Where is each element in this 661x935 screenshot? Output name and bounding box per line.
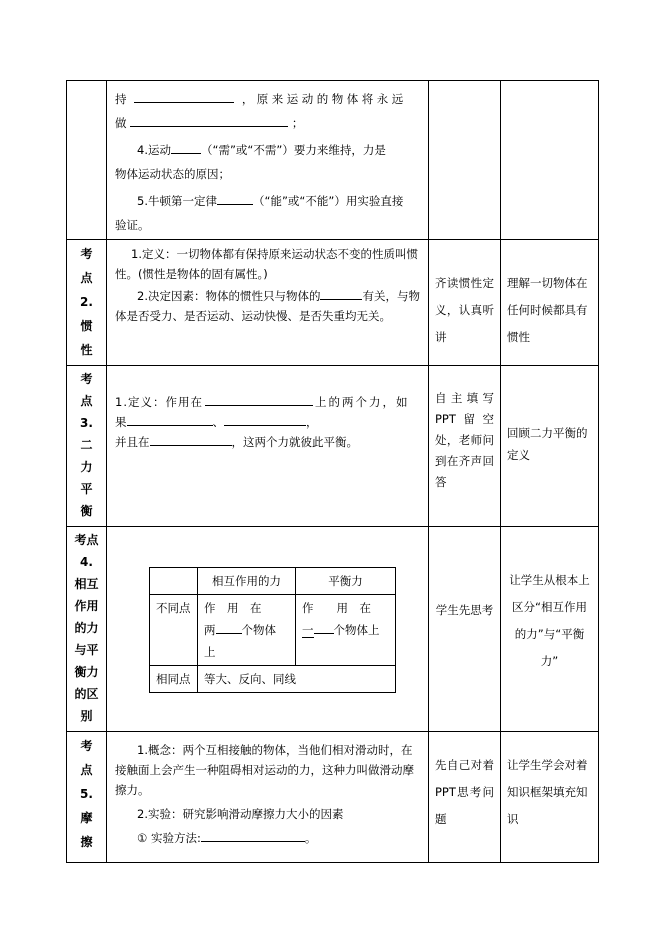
definition-text: 1.定义：一切物体都有保持原来运动状态不变的性质叫惯性。(惯性是物体的固有属性。) bbox=[115, 247, 418, 281]
activity-text: 自主填写PPT留空处，老师问到在齐声回答 bbox=[435, 391, 494, 489]
topic-label-cell bbox=[67, 240, 107, 366]
content-cell bbox=[107, 366, 429, 527]
table-cell bbox=[198, 595, 296, 666]
fill-blank bbox=[205, 392, 313, 406]
content-cell bbox=[107, 732, 429, 863]
topic-label: 作用 bbox=[74, 599, 99, 613]
fill-blank bbox=[217, 191, 253, 205]
activity-cell bbox=[429, 240, 501, 366]
table-cell bbox=[150, 568, 198, 595]
goal-text: 让学生学会对着知识框架填充知识 bbox=[507, 758, 588, 826]
topic-label: 相互 bbox=[74, 577, 99, 591]
topic-label: 衡力 bbox=[74, 665, 99, 679]
topic-label: 平 bbox=[80, 482, 93, 496]
topic-label: 考 bbox=[80, 372, 93, 386]
topic-label: 摩 bbox=[80, 811, 93, 825]
fill-blank bbox=[216, 620, 242, 634]
topic-label: 2. bbox=[80, 295, 93, 309]
topic-label: 力 bbox=[80, 460, 93, 474]
text-line: 5.牛顿第一定律 bbox=[137, 194, 217, 208]
topic-label: 点 bbox=[80, 271, 93, 285]
topic-label: 衡 bbox=[80, 504, 93, 518]
text-line: 做 bbox=[115, 116, 127, 130]
goal-cell bbox=[501, 732, 599, 863]
text-line: ① 实验方法: bbox=[137, 831, 201, 845]
topic-label-cell bbox=[67, 527, 107, 732]
goal-text: 理解一切物体在任何时候都具有惯性 bbox=[507, 276, 588, 344]
text-line: 验证。 bbox=[115, 218, 150, 232]
topic-label-cell bbox=[67, 81, 107, 240]
cell-text: 个物体 bbox=[241, 623, 276, 637]
column-header: 平衡力 bbox=[296, 568, 396, 595]
text-line: 、 bbox=[212, 415, 224, 429]
fill-blank bbox=[201, 828, 305, 842]
fill-blank bbox=[130, 113, 288, 127]
topic-label: 考点 bbox=[74, 533, 99, 547]
table-row bbox=[67, 81, 599, 240]
activity-text: 学生先思考 bbox=[435, 603, 494, 617]
text-line: （“能”或“不能”）用实验直接 bbox=[252, 194, 404, 208]
comparison-table bbox=[149, 567, 396, 693]
text-line: 持 bbox=[115, 92, 127, 106]
text-line: （“需”或“不需”）要力来维持，力是 bbox=[200, 143, 386, 157]
activity-cell bbox=[429, 527, 501, 732]
topic-label: 的力 bbox=[74, 621, 99, 635]
cell-text: 作 用 在 bbox=[204, 601, 262, 615]
goal-text: 回顾二力平衡的定义 bbox=[507, 426, 588, 462]
goal-cell bbox=[501, 527, 599, 732]
activity-text: 齐读惯性定义，认真听讲 bbox=[435, 276, 494, 344]
topic-label-cell bbox=[67, 732, 107, 863]
topic-label: 考 bbox=[80, 739, 93, 753]
text-line: ，原来运动的物体将永远 bbox=[241, 92, 407, 106]
activity-cell bbox=[429, 81, 501, 240]
topic-label: 的区 bbox=[74, 687, 99, 701]
cell-text: 一 bbox=[302, 623, 314, 637]
topic-label: 3. bbox=[80, 416, 93, 430]
text-line: 。 bbox=[304, 831, 317, 845]
fill-blank bbox=[127, 412, 213, 426]
text-line: 上的两个力，如 bbox=[314, 395, 410, 409]
lesson-plan-table bbox=[66, 80, 599, 863]
topic-label: 二 bbox=[80, 438, 93, 452]
row-header: 相同点 bbox=[150, 666, 198, 693]
fill-blank bbox=[320, 286, 362, 300]
content-cell bbox=[107, 527, 429, 732]
topic-label: 点 bbox=[80, 394, 93, 408]
topic-label: 5. bbox=[80, 787, 93, 801]
topic-label: 点 bbox=[80, 763, 93, 777]
topic-label-cell bbox=[67, 366, 107, 527]
table-row bbox=[67, 527, 599, 732]
table-cell bbox=[296, 595, 396, 666]
activity-text: 先自己对着 PPT思考问题 bbox=[435, 758, 494, 826]
content-cell bbox=[107, 81, 429, 240]
goal-cell bbox=[501, 240, 599, 366]
goal-cell bbox=[501, 366, 599, 527]
text-line: ； bbox=[291, 116, 304, 130]
fill-blank bbox=[134, 89, 234, 103]
topic-label: 与平 bbox=[74, 643, 99, 657]
text-line: ， bbox=[306, 415, 318, 429]
text-line: 物体运动状态的原因； bbox=[115, 167, 230, 181]
cell-text: 两 bbox=[204, 623, 216, 637]
column-header: 相互作用的力 bbox=[198, 568, 296, 595]
table-row bbox=[67, 732, 599, 863]
text-line: 果 bbox=[115, 415, 127, 429]
cell-text: 上 bbox=[204, 645, 216, 659]
row-header: 不同点 bbox=[150, 595, 198, 666]
text-line: 并且在 bbox=[115, 435, 150, 449]
goal-text: 让学生从根本上区分“相互作用的力”与“平衡力” bbox=[509, 573, 590, 668]
table-cell: 等大、反向、同线 bbox=[198, 666, 396, 693]
text-line: 有关，与物体是否受力、是否运动、运动快慢、是否失重均无关。 bbox=[115, 289, 420, 323]
activity-cell bbox=[429, 366, 501, 527]
text-line: 4.运动 bbox=[137, 143, 171, 157]
cell-text: 作 用 在 bbox=[302, 601, 371, 615]
text-line: 2.决定因素：物体的惯性只与物体的 bbox=[137, 289, 321, 303]
fill-blank bbox=[150, 432, 232, 446]
content-cell bbox=[107, 240, 429, 366]
experiment-text: 2.实验：研究影响滑动摩擦力大小的因素 bbox=[137, 807, 344, 821]
topic-label: 性 bbox=[80, 343, 93, 357]
fill-blank bbox=[314, 620, 334, 634]
text-line: 1.定义：作用在 bbox=[115, 395, 203, 409]
cell-text: 个物体上 bbox=[333, 623, 380, 637]
text-line: ，这两个力就彼此平衡。 bbox=[231, 435, 358, 449]
goal-cell bbox=[501, 81, 599, 240]
fill-blank bbox=[224, 412, 306, 426]
activity-cell bbox=[429, 732, 501, 863]
fill-blank bbox=[171, 140, 201, 154]
concept-text: 1.概念：两个互相接触的物体，当他们相对滑动时，在接触面上会产生一种阻碍相对运动的力，这种力叫做滑动摩擦力。 bbox=[115, 743, 414, 797]
topic-label: 擦 bbox=[80, 835, 93, 849]
topic-label: 4. bbox=[80, 555, 93, 569]
topic-label: 惯 bbox=[80, 319, 93, 333]
table-row bbox=[67, 366, 599, 527]
topic-label: 别 bbox=[80, 709, 93, 723]
table-row bbox=[67, 240, 599, 366]
topic-label: 考 bbox=[80, 247, 93, 261]
